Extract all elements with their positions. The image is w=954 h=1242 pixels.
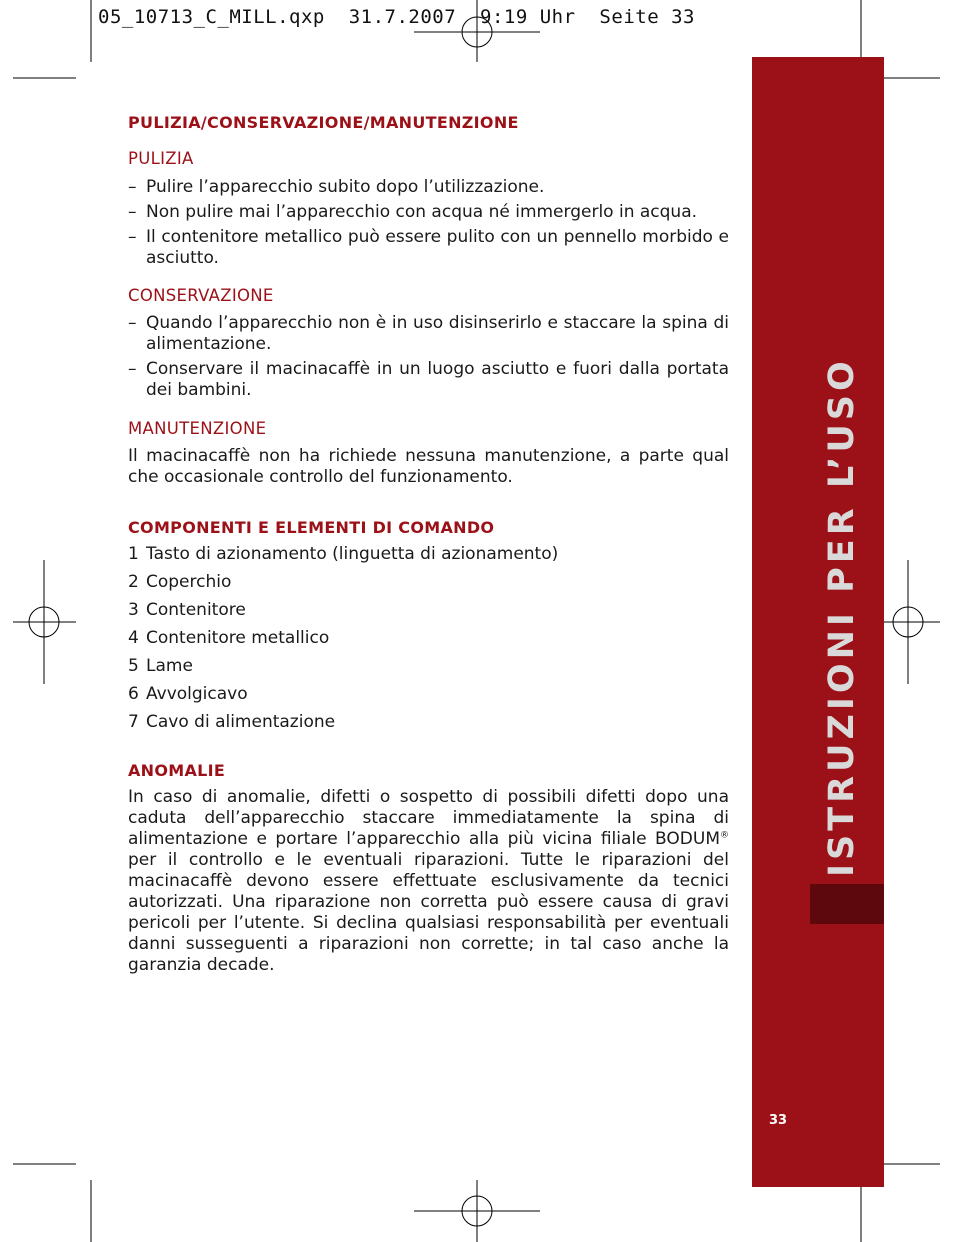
list-item: – Quando l’apparecchio non è in uso disinserirlo e staccare la spina di alimentazione. bbox=[128, 313, 729, 355]
conservazione-title: CONSERVAZIONE bbox=[128, 286, 274, 305]
list-item: 5 Lame bbox=[128, 656, 193, 676]
anomalie-text: In caso di anomalie, difetti o sospetto di possibili difetti dopo una caduta dell’apparecchio staccare immediatamente la spina di alimentazione e portare l’apparecchio alla più vicina filiale BODUM® per il controllo e le eventuali riparazioni. Tutte le riparazioni del macinacaffè devono essere effettuate esclusivamente da tecnici autorizzati. Una riparazione non corretta può essere causa di gravi pericoli per l’utente. Si declina qualsiasi responsabilità per eventuali danni susseguenti a riparazioni non corrette; in tal caso anche la garanzia decade. bbox=[128, 787, 729, 975]
sidebar-tab-marker bbox=[810, 884, 884, 924]
pulizia-conservazione-heading: PULIZIA/CONSERVAZIONE/MANUTENZIONE bbox=[128, 113, 519, 132]
list-item: – Non pulire mai l’apparecchio con acqua né immergerlo in acqua. bbox=[128, 202, 729, 223]
componenti-heading: COMPONENTI E ELEMENTI DI COMANDO bbox=[128, 518, 495, 537]
list-item: – Pulire l’apparecchio subito dopo l’utilizzazione. bbox=[128, 177, 729, 198]
list-item: 7 Cavo di alimentazione bbox=[128, 712, 336, 732]
pulizia-title: PULIZIA bbox=[128, 149, 194, 168]
sidebar-title: ISTRUZIONI PER L’USO bbox=[822, 357, 862, 877]
registered-mark: ® bbox=[720, 830, 729, 841]
conservazione-list bbox=[128, 313, 729, 401]
list-item: 4 Contenitore metallico bbox=[128, 628, 330, 648]
manutenzione-title: MANUTENZIONE bbox=[128, 419, 267, 438]
list-item: 3 Contenitore bbox=[128, 600, 246, 620]
main-content bbox=[128, 112, 729, 976]
list-item: – Conservare il macinacaffè in un luogo asciutto e fuori dalla portata dei bambini. bbox=[128, 359, 729, 401]
list-item: 2 Coperchio bbox=[128, 572, 232, 592]
anomalie-heading: ANOMALIE bbox=[128, 761, 226, 780]
componenti-list bbox=[128, 540, 729, 736]
list-item: – Il contenitore metallico può essere pulito con un pennello morbido e asciutto. bbox=[128, 227, 729, 269]
list-item: 1 Tasto di azionamento (linguetta di azionamento) bbox=[128, 544, 559, 564]
manutenzione-text: Il macinacaffè non ha richiede nessuna manutenzione, a parte qual che occasionale controllo del funzionamento. bbox=[128, 446, 729, 487]
file-slug: 05_10713_C_MILL.qxp 31.7.2007 9:19 Uhr Seite 33 bbox=[98, 6, 695, 28]
page-number: 33 bbox=[769, 1113, 788, 1128]
list-item: 6 Avvolgicavo bbox=[128, 684, 248, 704]
section-sidebar bbox=[752, 57, 884, 1187]
pulizia-list bbox=[128, 177, 729, 269]
